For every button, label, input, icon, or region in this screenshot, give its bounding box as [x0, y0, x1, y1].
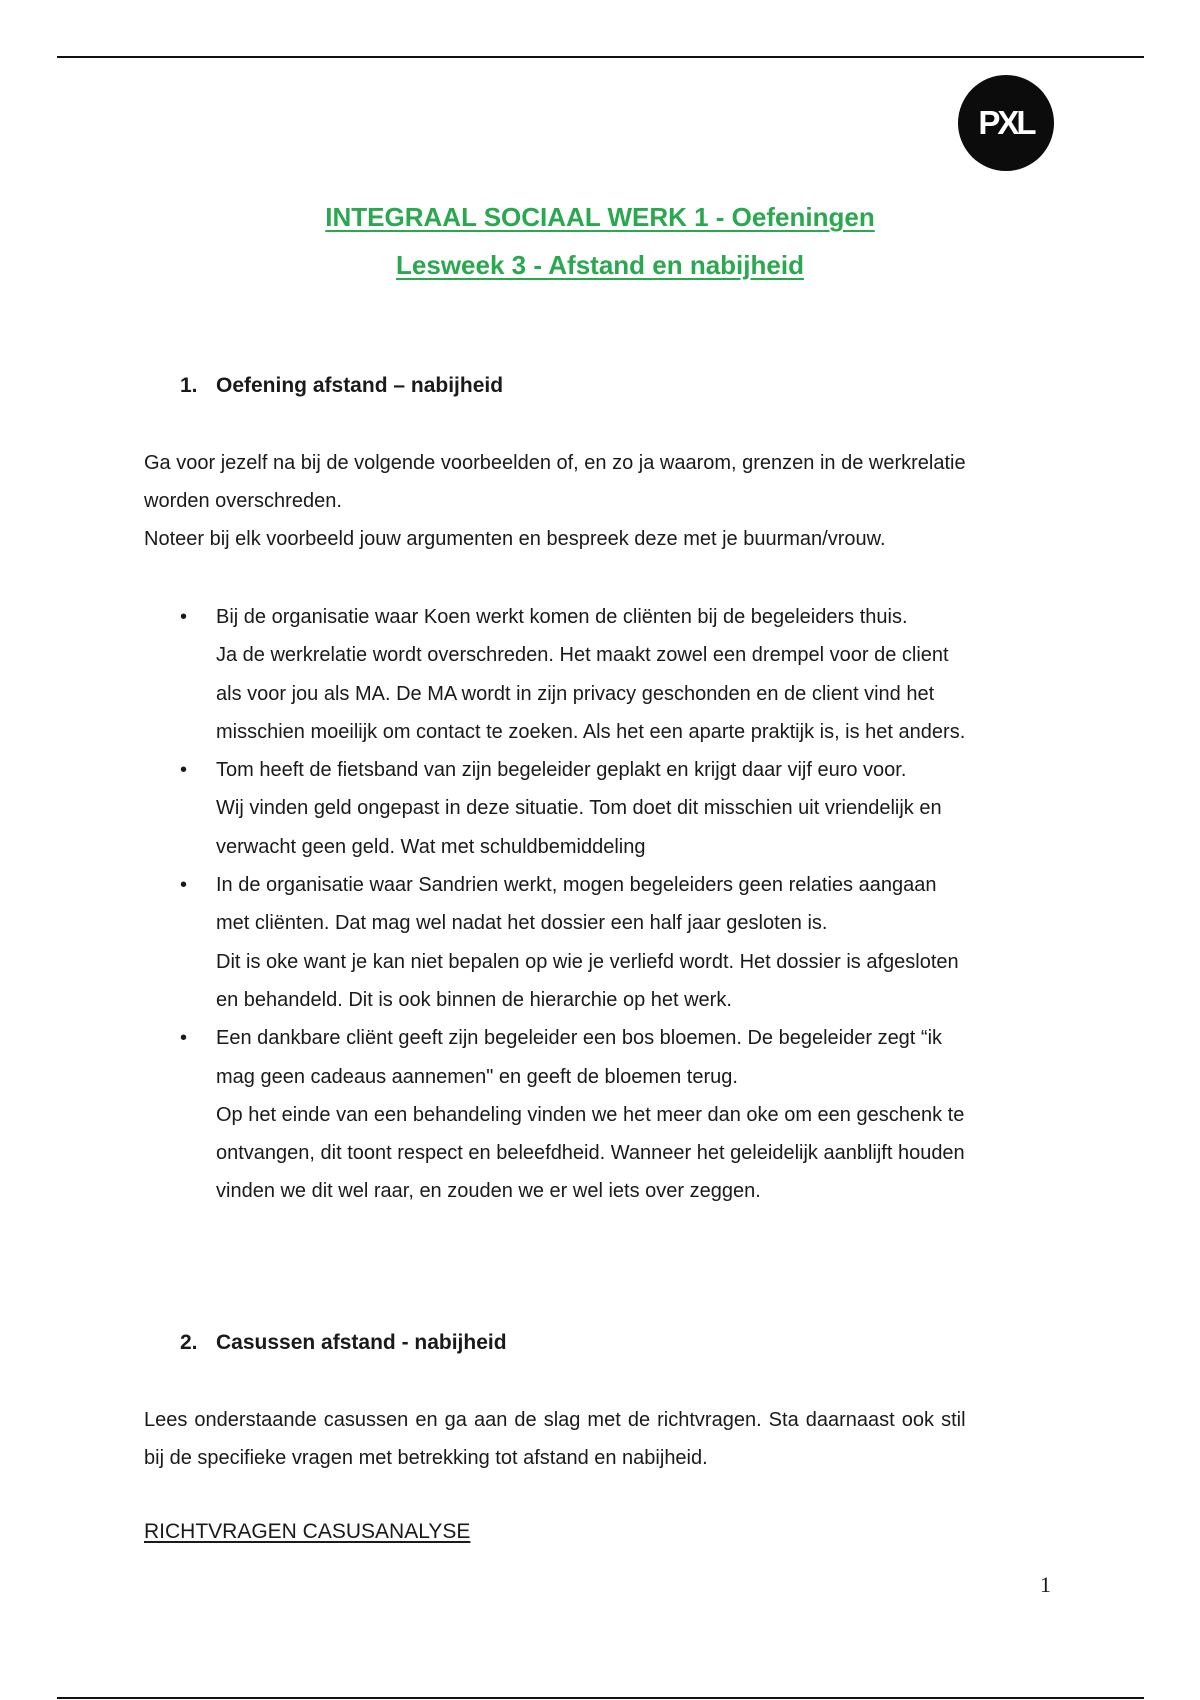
bullet-line: vinden we dit wel raar, en zouden we er wel iets over zeggen.: [216, 1180, 761, 1203]
bullet-line: Op het einde van een behandeling vinden we het meer dan oke om een geschenk te: [216, 1103, 965, 1126]
bullet-line: Dit is oke want je kan niet bepalen op wie je verliefd wordt. Het dossier is afgesloten: [216, 950, 959, 973]
footer-rule: [57, 1697, 1144, 1699]
bullet-icon: •: [180, 606, 188, 628]
bullet-line: Bij de organisatie waar Koen werkt komen de cliënten bij de begeleiders thuis.: [216, 606, 908, 628]
bullet-icon: •: [180, 1027, 188, 1050]
bullet-line: misschien moeilijk om contact te zoeken. Als het een aparte praktijk is, is het anders.: [216, 720, 966, 743]
intro-line: Lees onderstaande casussen en ga aan de slag met de richtvragen. Sta daarnaast ook stil: [144, 1409, 966, 1431]
intro-line: bij de specifieke vragen met betrekking tot afstand en nabijheid.: [144, 1447, 708, 1469]
bullet-line: Wij vinden geld ongepast in deze situatie. Tom doet dit misschien uit vriendelijk en: [216, 797, 942, 820]
section-1-heading: [180, 374, 503, 398]
section-1-intro: [144, 444, 1059, 558]
bullet-line: verwacht geen geld. Wat met schuldbemiddeling: [216, 835, 646, 858]
example-list: [180, 598, 1060, 1211]
header-rule: [57, 56, 1144, 58]
section-2-intro: [144, 1401, 1059, 1477]
page-number: 1: [1040, 1572, 1051, 1597]
richtvragen-subheading: RICHTVRAGEN CASUSANALYSE: [144, 1520, 471, 1543]
bullet-line: Een dankbare cliënt geeft zijn begeleider een bos bloemen. De begeleider zegt “ik: [216, 1027, 943, 1050]
section-1-heading-text: Oefening afstand – nabijheid: [216, 374, 504, 397]
bullet-line: mag geen cadeaus aannemen" en geeft de bloemen terug.: [216, 1065, 738, 1088]
section-2-number: 2.: [180, 1331, 198, 1354]
pxl-logo: [958, 75, 1054, 171]
bullet-icon: •: [180, 874, 188, 897]
bullet-line: Ja de werkrelatie wordt overschreden. Het maakt zowel een drempel voor de client: [216, 644, 949, 667]
bullet-icon: •: [180, 759, 188, 782]
section-2-heading-text: Casussen afstand - nabijheid: [216, 1331, 507, 1354]
bullet-line: Tom heeft de fietsband van zijn begeleider geplakt en krijgt daar vijf euro voor.: [216, 759, 907, 782]
section-2-heading: [180, 1331, 507, 1355]
intro-line: Ga voor jezelf na bij de volgende voorbeelden of, en zo ja waarom, grenzen in de werkrelatie: [144, 452, 966, 474]
list-item: [180, 751, 1060, 866]
bullet-line: In de organisatie waar Sandrien werkt, mogen begeleiders geen relaties aangaan: [216, 874, 937, 897]
bullet-line: ontvangen, dit toont respect en beleefdheid. Wanneer het geleidelijk aanblijft houden: [216, 1142, 965, 1165]
document-subtitle: Lesweek 3 - Afstand en nabijheid: [396, 250, 804, 280]
bullet-line: als voor jou als MA. De MA wordt in zijn privacy geschonden en de client vind het: [216, 682, 935, 705]
section-1-number: 1.: [180, 374, 198, 397]
intro-line: worden overschreden.: [144, 490, 342, 512]
document-title: INTEGRAAL SOCIAAL WERK 1 - Oefeningen: [325, 202, 875, 232]
list-item: [180, 866, 1060, 1019]
intro-line: Noteer bij elk voorbeeld jouw argumenten en bespreek deze met je buurman/vrouw.: [144, 528, 886, 550]
list-item: [180, 598, 1060, 751]
bullet-line: met cliënten. Dat mag wel nadat het dossier een half jaar gesloten is.: [216, 912, 828, 935]
bullet-line: en behandeld. Dit is ook binnen de hierarchie op het werk.: [216, 988, 732, 1011]
logo-text: PXL: [978, 104, 1034, 141]
list-item: [180, 1019, 1060, 1210]
